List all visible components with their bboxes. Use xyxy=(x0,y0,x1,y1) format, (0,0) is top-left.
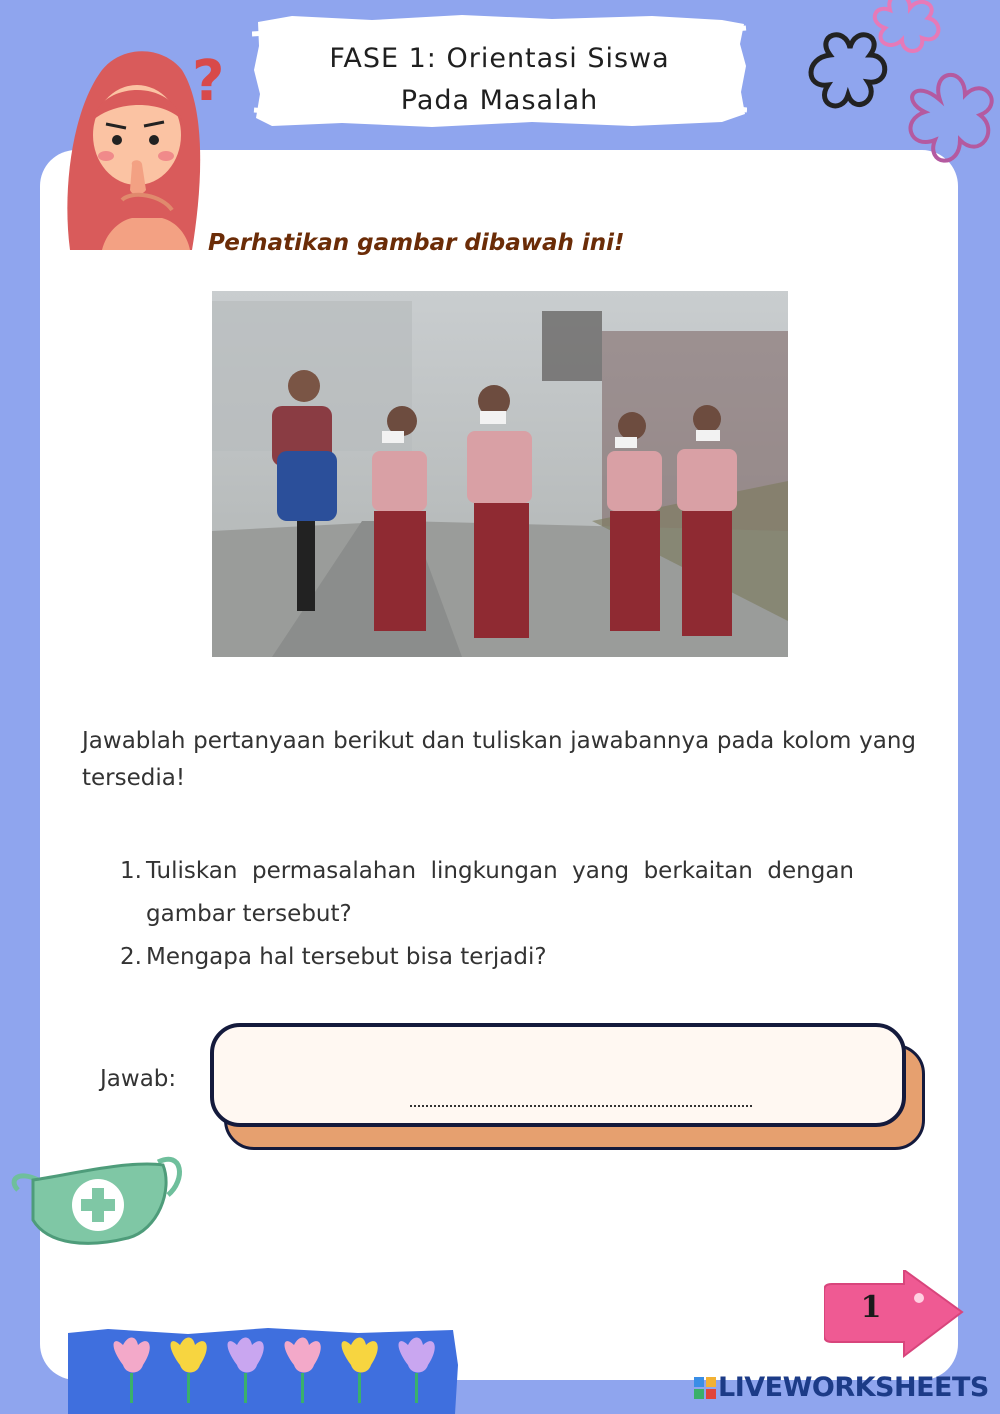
question-prompt: Jawablah pertanyaan berikut dan tuliskan jawabannya pada kolom yang tersedia! xyxy=(82,728,916,791)
liveworksheets-logo-icon xyxy=(694,1377,716,1399)
page-title: FASE 1: Orientasi Siswa Pada Masalah xyxy=(329,43,670,116)
answer-box xyxy=(210,1023,906,1127)
header-banner xyxy=(252,14,747,128)
thinking-girl-illustration xyxy=(62,40,242,260)
question-number: 1. xyxy=(120,858,142,884)
brand-name: LIVEWORKSHEETS xyxy=(718,1372,989,1403)
question-number: 2. xyxy=(120,944,142,970)
question-item xyxy=(120,936,854,979)
answer-label: Jawab: xyxy=(100,1066,177,1092)
flower-outline-decoration xyxy=(770,0,1000,210)
question-mark-icon: ? xyxy=(192,49,225,114)
page-number: 1 xyxy=(860,1290,882,1325)
question-text: Tuliskan permasalahan lingkungan yang berkaitan dengan gambar tersebut? xyxy=(146,858,854,927)
instruction-text: Perhatikan gambar dibawah ini! xyxy=(208,230,625,256)
question-list xyxy=(120,850,854,979)
answer-input[interactable] xyxy=(410,1085,752,1107)
brand-logo xyxy=(694,1372,989,1403)
question-item xyxy=(120,850,854,936)
face-mask-icon xyxy=(8,1150,183,1250)
haze-students-photo xyxy=(212,291,788,657)
question-text: Mengapa hal tersebut bisa terjadi? xyxy=(146,944,547,970)
tulip-decoration xyxy=(68,1325,460,1414)
